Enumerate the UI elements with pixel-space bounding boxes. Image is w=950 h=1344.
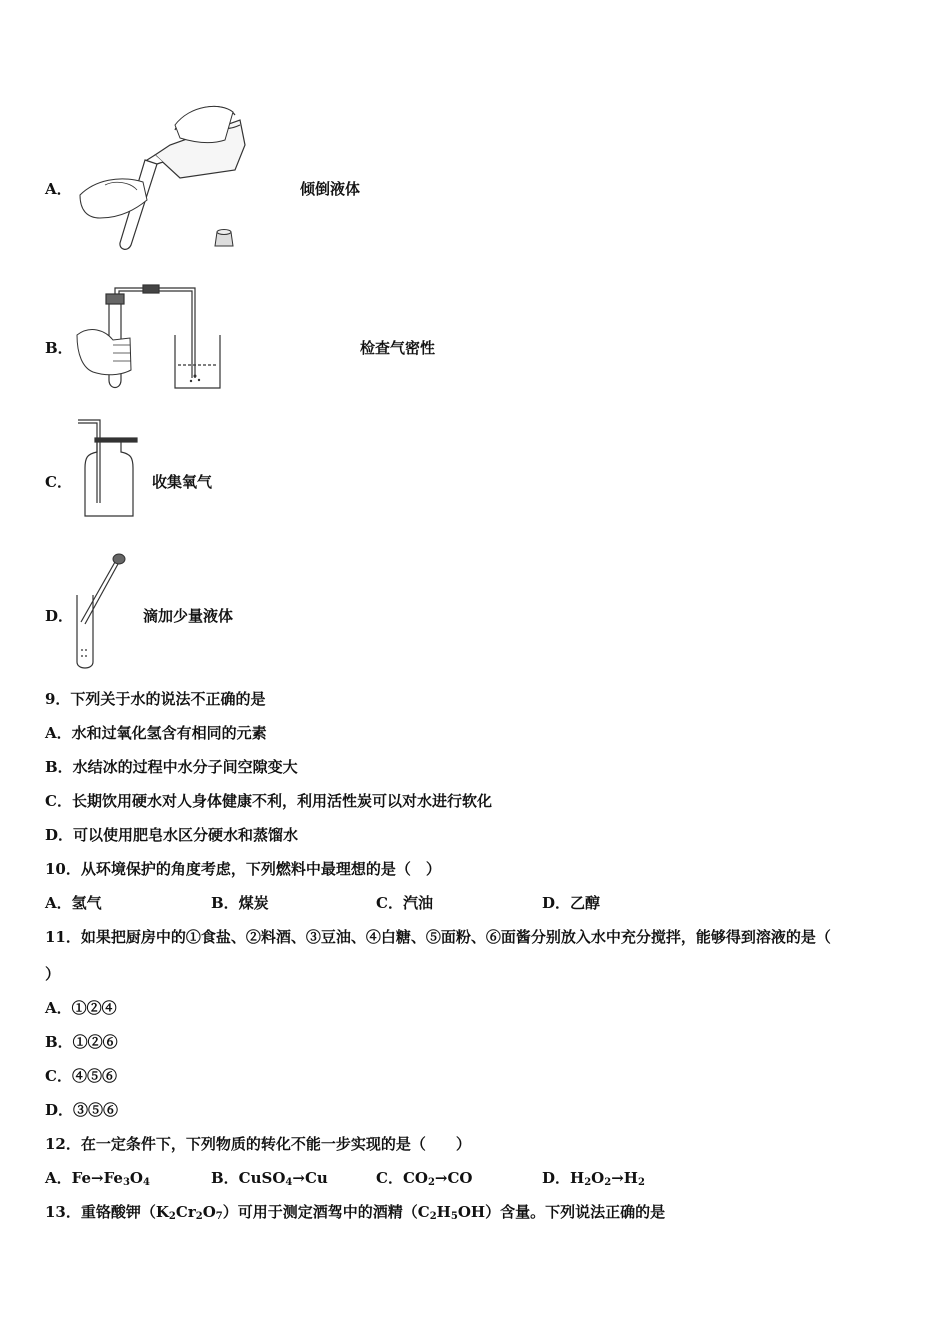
- option-a-caption: 倾倒液体: [300, 180, 361, 198]
- airtightness-check-figure: [75, 280, 225, 392]
- q11-option-c: C．④⑤⑥: [45, 1067, 117, 1085]
- q9-option-d: D．可以使用肥皂水区分硬水和蒸馏水: [45, 826, 299, 844]
- q12-option-c: C．$CO_2\to CO$: [376, 1169, 473, 1188]
- option-d-letter: D．: [45, 607, 74, 625]
- option-b-caption: 检查气密性: [360, 339, 436, 357]
- q11-option-d: D．③⑤⑥: [45, 1101, 119, 1119]
- gas-collection-bottle-figure: [75, 418, 140, 520]
- q11-stem-line1: 11．如果把厨房中的①食盐、②料酒、③豆油、④白糖、⑤面粉、⑥面酱分别放入水中充分搅拌，能够得到溶液的是（: [45, 928, 831, 946]
- q9-option-b: B．水结冰的过程中水分子间空隙变大: [45, 758, 298, 776]
- q12-option-d: D．$H_2O_2\to H_2$: [542, 1169, 645, 1188]
- option-b-letter: B．: [45, 339, 73, 357]
- pouring-liquid-figure: [75, 100, 250, 255]
- q12-stem: 12．在一定条件下，下列物质的转化不能一步实现的是（ ）: [45, 1135, 471, 1153]
- option-c-letter: C．: [45, 473, 72, 491]
- q11-option-b: B．①②⑥: [45, 1033, 118, 1051]
- q10-stem: 10．从环境保护的角度考虑，下列燃料中最理想的是（ ）: [45, 860, 441, 878]
- q13-stem: 13．重铬酸钾$(K_2Cr_2O_7)$可用于测定酒驾中的酒精$(C_2H_5OH)$含量。下列说法正确的是: [45, 1203, 666, 1222]
- q11-option-a: A．①②④: [45, 999, 117, 1017]
- dropper-test-tube-figure: [75, 550, 130, 672]
- q12-option-a: A．$Fe\to Fe_3O_4$: [45, 1169, 150, 1188]
- option-a-letter: A．: [45, 180, 72, 198]
- q9-option-a: A．水和过氧化氢含有相同的元素: [45, 724, 267, 742]
- q11-stem-line2: ）: [45, 965, 61, 983]
- q10-option-a: A．氢气: [45, 894, 102, 912]
- q12-option-b: B．CuSO$_4$→Cu: [211, 1169, 328, 1188]
- option-d-caption: 滴加少量液体: [143, 607, 234, 625]
- q9-option-c: C．长期饮用硬水对人身体健康不利，利用活性炭可以对水进行软化: [45, 792, 492, 810]
- q10-option-b: B．煤炭: [211, 894, 269, 912]
- q9-stem: 9．下列关于水的说法不正确的是: [45, 690, 266, 708]
- option-c-caption: 收集氧气: [152, 473, 213, 491]
- q10-option-c: C．汽油: [376, 894, 433, 912]
- q10-option-d: D．乙醇: [542, 894, 601, 912]
